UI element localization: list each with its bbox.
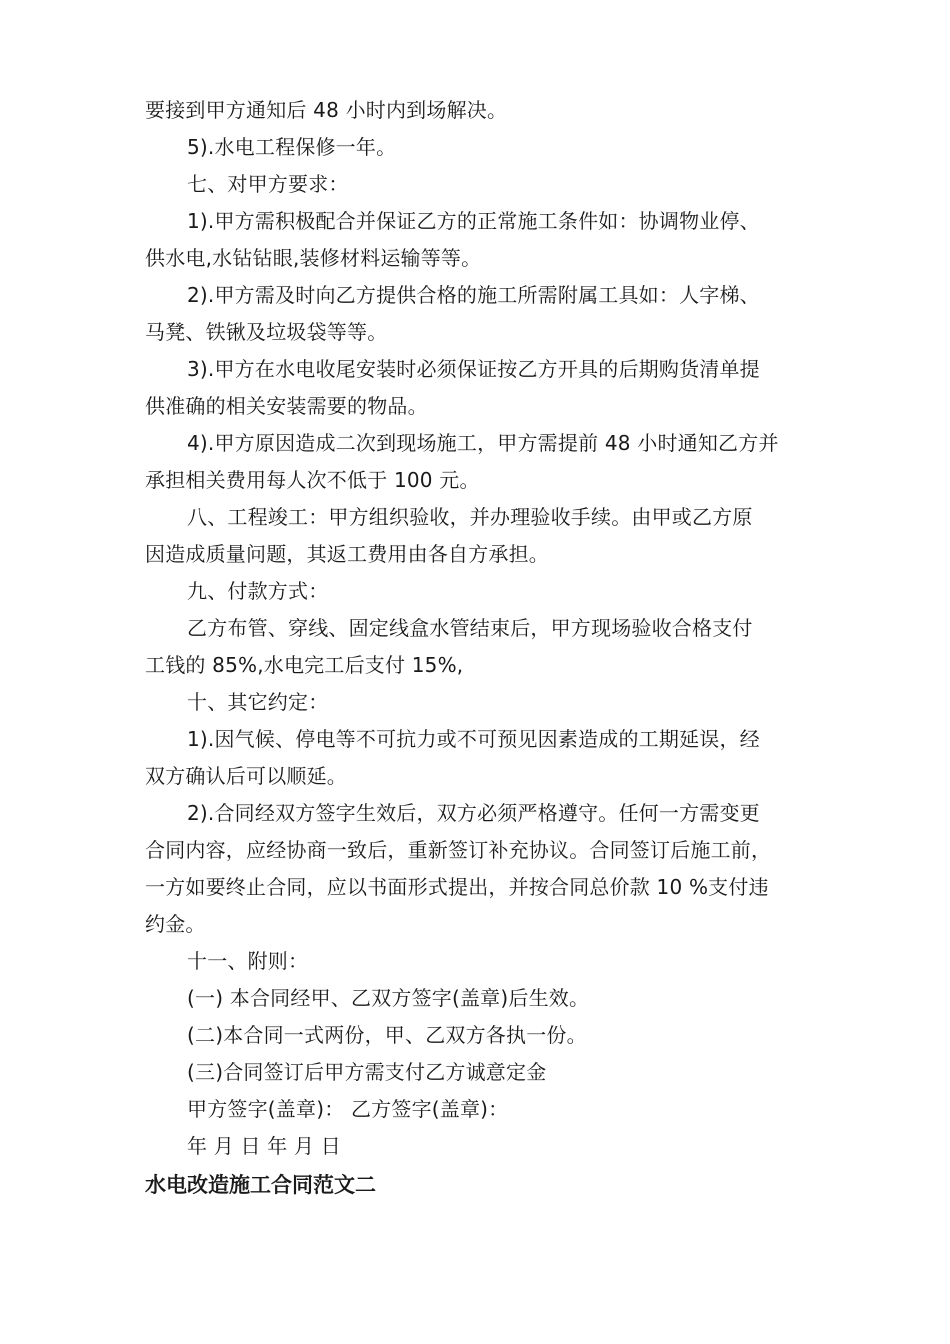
paragraph-line: 1).甲方需积极配合并保证乙方的正常施工条件如：协调物业停、 xyxy=(187,209,760,233)
paragraph-line: 合同内容，应经协商一致后，重新签订补充协议。合同签订后施工前， xyxy=(145,838,772,862)
paragraph-line: 供准确的相关安装需要的物品。 xyxy=(145,394,428,418)
paragraph-line: (一) 本合同经甲、乙双方签字(盖章)后生效。 xyxy=(187,986,590,1010)
section-title-line: 七、对甲方要求： xyxy=(187,172,349,196)
paragraph-line: 4).甲方原因造成二次到现场施工，甲方需提前 48 小时通知乙方并 xyxy=(187,431,779,455)
section-title-line: 九、付款方式： xyxy=(187,579,329,603)
paragraph-line: 3).甲方在水电收尾安装时必须保证按乙方开具的后期购货清单提 xyxy=(187,357,760,381)
paragraph-line: 因造成质量问题，其返工费用由各自方承担。 xyxy=(145,542,549,566)
paragraph-line: 工钱的 85%,水电完工后支付 15%, xyxy=(145,653,464,677)
date-line: 年 月 日 年 月 日 xyxy=(187,1134,341,1158)
paragraph-line: 2).合同经双方签字生效后，双方必须严格遵守。任何一方需变更 xyxy=(187,801,760,825)
paragraph-line: 一方如要终止合同，应以书面形式提出，并按合同总价款 10 %支付违 xyxy=(145,875,769,899)
paragraph-line: 供水电,水钻钻眼,装修材料运输等等。 xyxy=(145,246,482,270)
section-title-line: 八、工程竣工：甲方组织验收，并办理验收手续。由甲或乙方原 xyxy=(187,505,753,529)
signature-line: 甲方签字(盖章)： 乙方签字(盖章)： xyxy=(187,1097,509,1121)
paragraph-line: (三)合同签订后甲方需支付乙方诚意定金 xyxy=(187,1060,547,1084)
section-title-line: 十、其它约定： xyxy=(187,690,329,714)
paragraph-line: 马凳、铁锹及垃圾袋等等。 xyxy=(145,320,388,344)
paragraph-line: 2).甲方需及时向乙方提供合格的施工所需附属工具如：人字梯、 xyxy=(187,283,760,307)
paragraph-line: 1).因气候、停电等不可抗力或不可预见因素造成的工期延误，经 xyxy=(187,727,760,751)
paragraph-line: 乙方布管、穿线、固定线盒水管结束后，甲方现场验收合格支付 xyxy=(187,616,753,640)
paragraph-line: 约金。 xyxy=(145,912,206,936)
paragraph-line: 要接到甲方通知后 48 小时内到场解决。 xyxy=(145,98,508,122)
paragraph-line: 双方确认后可以顺延。 xyxy=(145,764,347,788)
paragraph-line: 5).水电工程保修一年。 xyxy=(187,135,397,159)
contract-body xyxy=(145,92,810,1204)
section-heading: 水电改造施工合同范文二 xyxy=(145,1173,376,1197)
section-title-line: 十一、附则： xyxy=(187,949,309,973)
paragraph-line: 承担相关费用每人次不低于 100 元。 xyxy=(145,468,480,492)
paragraph-line: (二)本合同一式两份，甲、乙双方各执一份。 xyxy=(187,1023,587,1047)
